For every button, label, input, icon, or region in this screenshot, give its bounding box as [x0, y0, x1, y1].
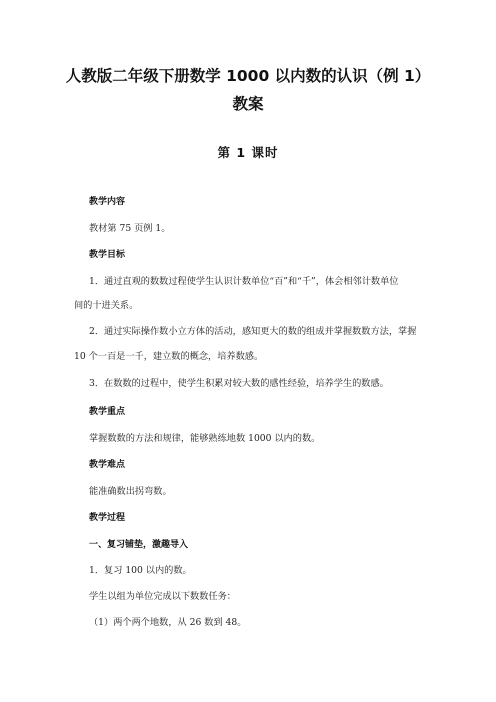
process-step-1-item-1: （1）两个两个地数，从 26 数到 48。: [89, 617, 247, 628]
difficulties-text: 能准确数出拐弯数。: [89, 486, 172, 497]
goal-2-line-2: 10 个一百是一千，建立数的概念，培养数感。: [74, 351, 264, 362]
document-title-line1: 人教版二年级下册数学 1000 以内数的认识（例 1）: [65, 67, 431, 85]
goal-3: 3．在数数的过程中，使学生积累对较大数的感性经验，培养学生的数感。: [89, 378, 389, 389]
process-step-1: 1．复习 100 以内的数。: [89, 565, 192, 576]
process-step-1-text: 学生以组为单位完成以下数数任务：: [89, 591, 236, 602]
content-text: 教材第 75 页例 1。: [89, 223, 171, 234]
lesson-number: 第 1 课时: [217, 145, 279, 160]
goal-2-line-1: 2．通过实际操作数小立方体的活动，感知更大的数的组成并掌握数数方法，掌握: [89, 326, 417, 337]
section-heading-goals: 教学目标: [89, 250, 126, 260]
goal-1-line-1: 1．通过直观的数数过程使学生认识计数单位“百”和“千”，体会相邻计数单位: [89, 276, 399, 287]
key-points-text: 掌握数数的方法和规律，能够熟练地数 1000 以内的数。: [89, 433, 321, 444]
section-heading-key-points: 教学重点: [89, 407, 126, 417]
section-heading-difficulties: 教学难点: [89, 460, 126, 470]
section-heading-process: 教学过程: [89, 513, 126, 523]
document-title-line2: 教案: [232, 95, 264, 113]
section-heading-content: 教学内容: [89, 197, 126, 207]
process-section-1: 一、复习铺垫，激趣导入: [89, 540, 189, 550]
goal-1-line-2: 间的十进关系。: [74, 300, 139, 311]
